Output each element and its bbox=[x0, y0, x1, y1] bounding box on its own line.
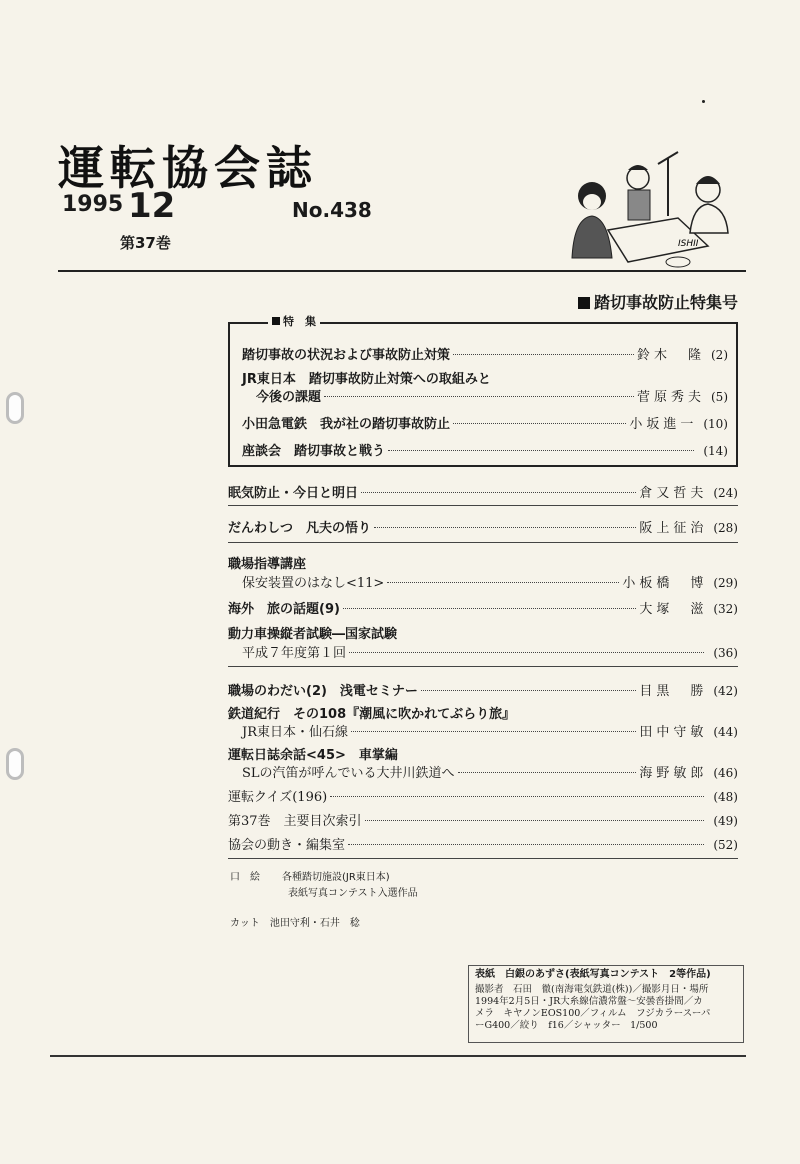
toc-item[interactable]: 職場のわだい(2) 浅電セミナー 目黒 勝 (42) bbox=[228, 684, 738, 699]
toc-item[interactable]: 眠気防止・今日と明日 倉又哲夫 (24) bbox=[228, 486, 738, 501]
issue-year: 1995 bbox=[62, 192, 124, 217]
toc-heading: 動力車操縦者試験―国家試験 bbox=[228, 627, 398, 642]
feature-item[interactable]: 座談会 踏切事故と戦う (14) bbox=[242, 444, 728, 459]
toc-item[interactable]: 協会の動き・編集室 (52) bbox=[228, 838, 738, 853]
divider bbox=[228, 505, 738, 506]
square-bullet-icon bbox=[578, 297, 590, 309]
cover-illustration bbox=[558, 138, 733, 270]
feature-item[interactable]: 踏切事故の状況および事故防止対策 鈴木 隆 (2) bbox=[242, 348, 728, 363]
divider bbox=[228, 666, 738, 667]
toc-item[interactable]: だんわしつ 凡夫の悟り 阪上征治 (28) bbox=[228, 521, 738, 536]
cover-line: ーG400／絞り f16／シャッター 1/500 bbox=[475, 1020, 658, 1031]
frontispiece-line2: 表紙写真コンテスト入選作品 bbox=[288, 888, 418, 899]
footer-rule bbox=[50, 1055, 746, 1057]
toc-heading: 鉄道紀行 その108『潮風に吹かれてぶらり旅』 bbox=[228, 707, 516, 722]
illustration-credit: カット 池田守利・石井 稔 bbox=[230, 918, 360, 929]
toc-item[interactable]: 海外 旅の話題(9) 大塚 滋 (32) bbox=[228, 602, 738, 617]
special-issue-title: 踏切事故防止特集号 bbox=[578, 290, 738, 313]
toc-item[interactable]: 平成７年度第１回 (36) bbox=[242, 646, 738, 661]
cover-heading: 表紙 白銀のあずさ(表紙写真コンテスト 2等作品) bbox=[475, 969, 711, 980]
issue-month: 12 bbox=[128, 186, 176, 226]
binder-hole-top bbox=[6, 392, 24, 424]
illustration-signature: ISHII bbox=[678, 239, 699, 249]
divider bbox=[228, 858, 738, 859]
cover-info-box bbox=[468, 965, 744, 1043]
cover-line: 1994年2月5日・JR大糸線信濃常盤～安曇沓掛間／カ bbox=[475, 996, 703, 1007]
toc-heading: 職場指導講座 bbox=[228, 557, 307, 572]
toc-item[interactable]: 保安装置のはなし<11> 小板橋 博 (29) bbox=[242, 576, 738, 591]
toc-item[interactable]: 第37巻 主要目次索引 (49) bbox=[228, 814, 738, 829]
frontispiece-label: 口 絵 bbox=[230, 872, 260, 883]
header-rule bbox=[58, 270, 746, 272]
cover-line: 撮影者 石田 徹(南海電気鉄道(株))／撮影月日・場所 bbox=[475, 984, 709, 995]
toc-item[interactable]: 運転クイズ(196) (48) bbox=[228, 790, 738, 805]
toc-heading: 運転日誌余話<45> 車掌編 bbox=[228, 748, 398, 763]
speck bbox=[702, 100, 705, 103]
frontispiece-line1: 各種踏切施設(JR東日本) bbox=[282, 872, 390, 883]
square-bullet-icon bbox=[272, 317, 280, 325]
feature-item[interactable]: 小田急電鉄 我が社の踏切事故防止 小坂進一 (10) bbox=[242, 417, 728, 432]
feature-label: 特 集 bbox=[268, 313, 320, 329]
issue-number: No.438 bbox=[292, 198, 372, 222]
toc-item[interactable]: SLの汽笛が呼んでいる大井川鉄道へ 海野敏郎 (46) bbox=[242, 766, 738, 781]
magazine-title: 運転協会誌 bbox=[58, 141, 318, 195]
toc-item[interactable]: JR東日本・仙石線 田中守敏 (44) bbox=[242, 725, 738, 740]
binder-hole-bottom bbox=[6, 748, 24, 780]
cover-line: メラ キヤノンEOS100／フィルム フジカラースーパ bbox=[475, 1008, 711, 1019]
volume-number: 第37巻 bbox=[120, 234, 171, 252]
feature-item[interactable]: 今後の課題 菅原秀夫 (5) bbox=[256, 390, 728, 405]
divider bbox=[228, 542, 738, 543]
feature-item-line1: JR東日本 踏切事故防止対策への取組みと bbox=[242, 372, 491, 387]
